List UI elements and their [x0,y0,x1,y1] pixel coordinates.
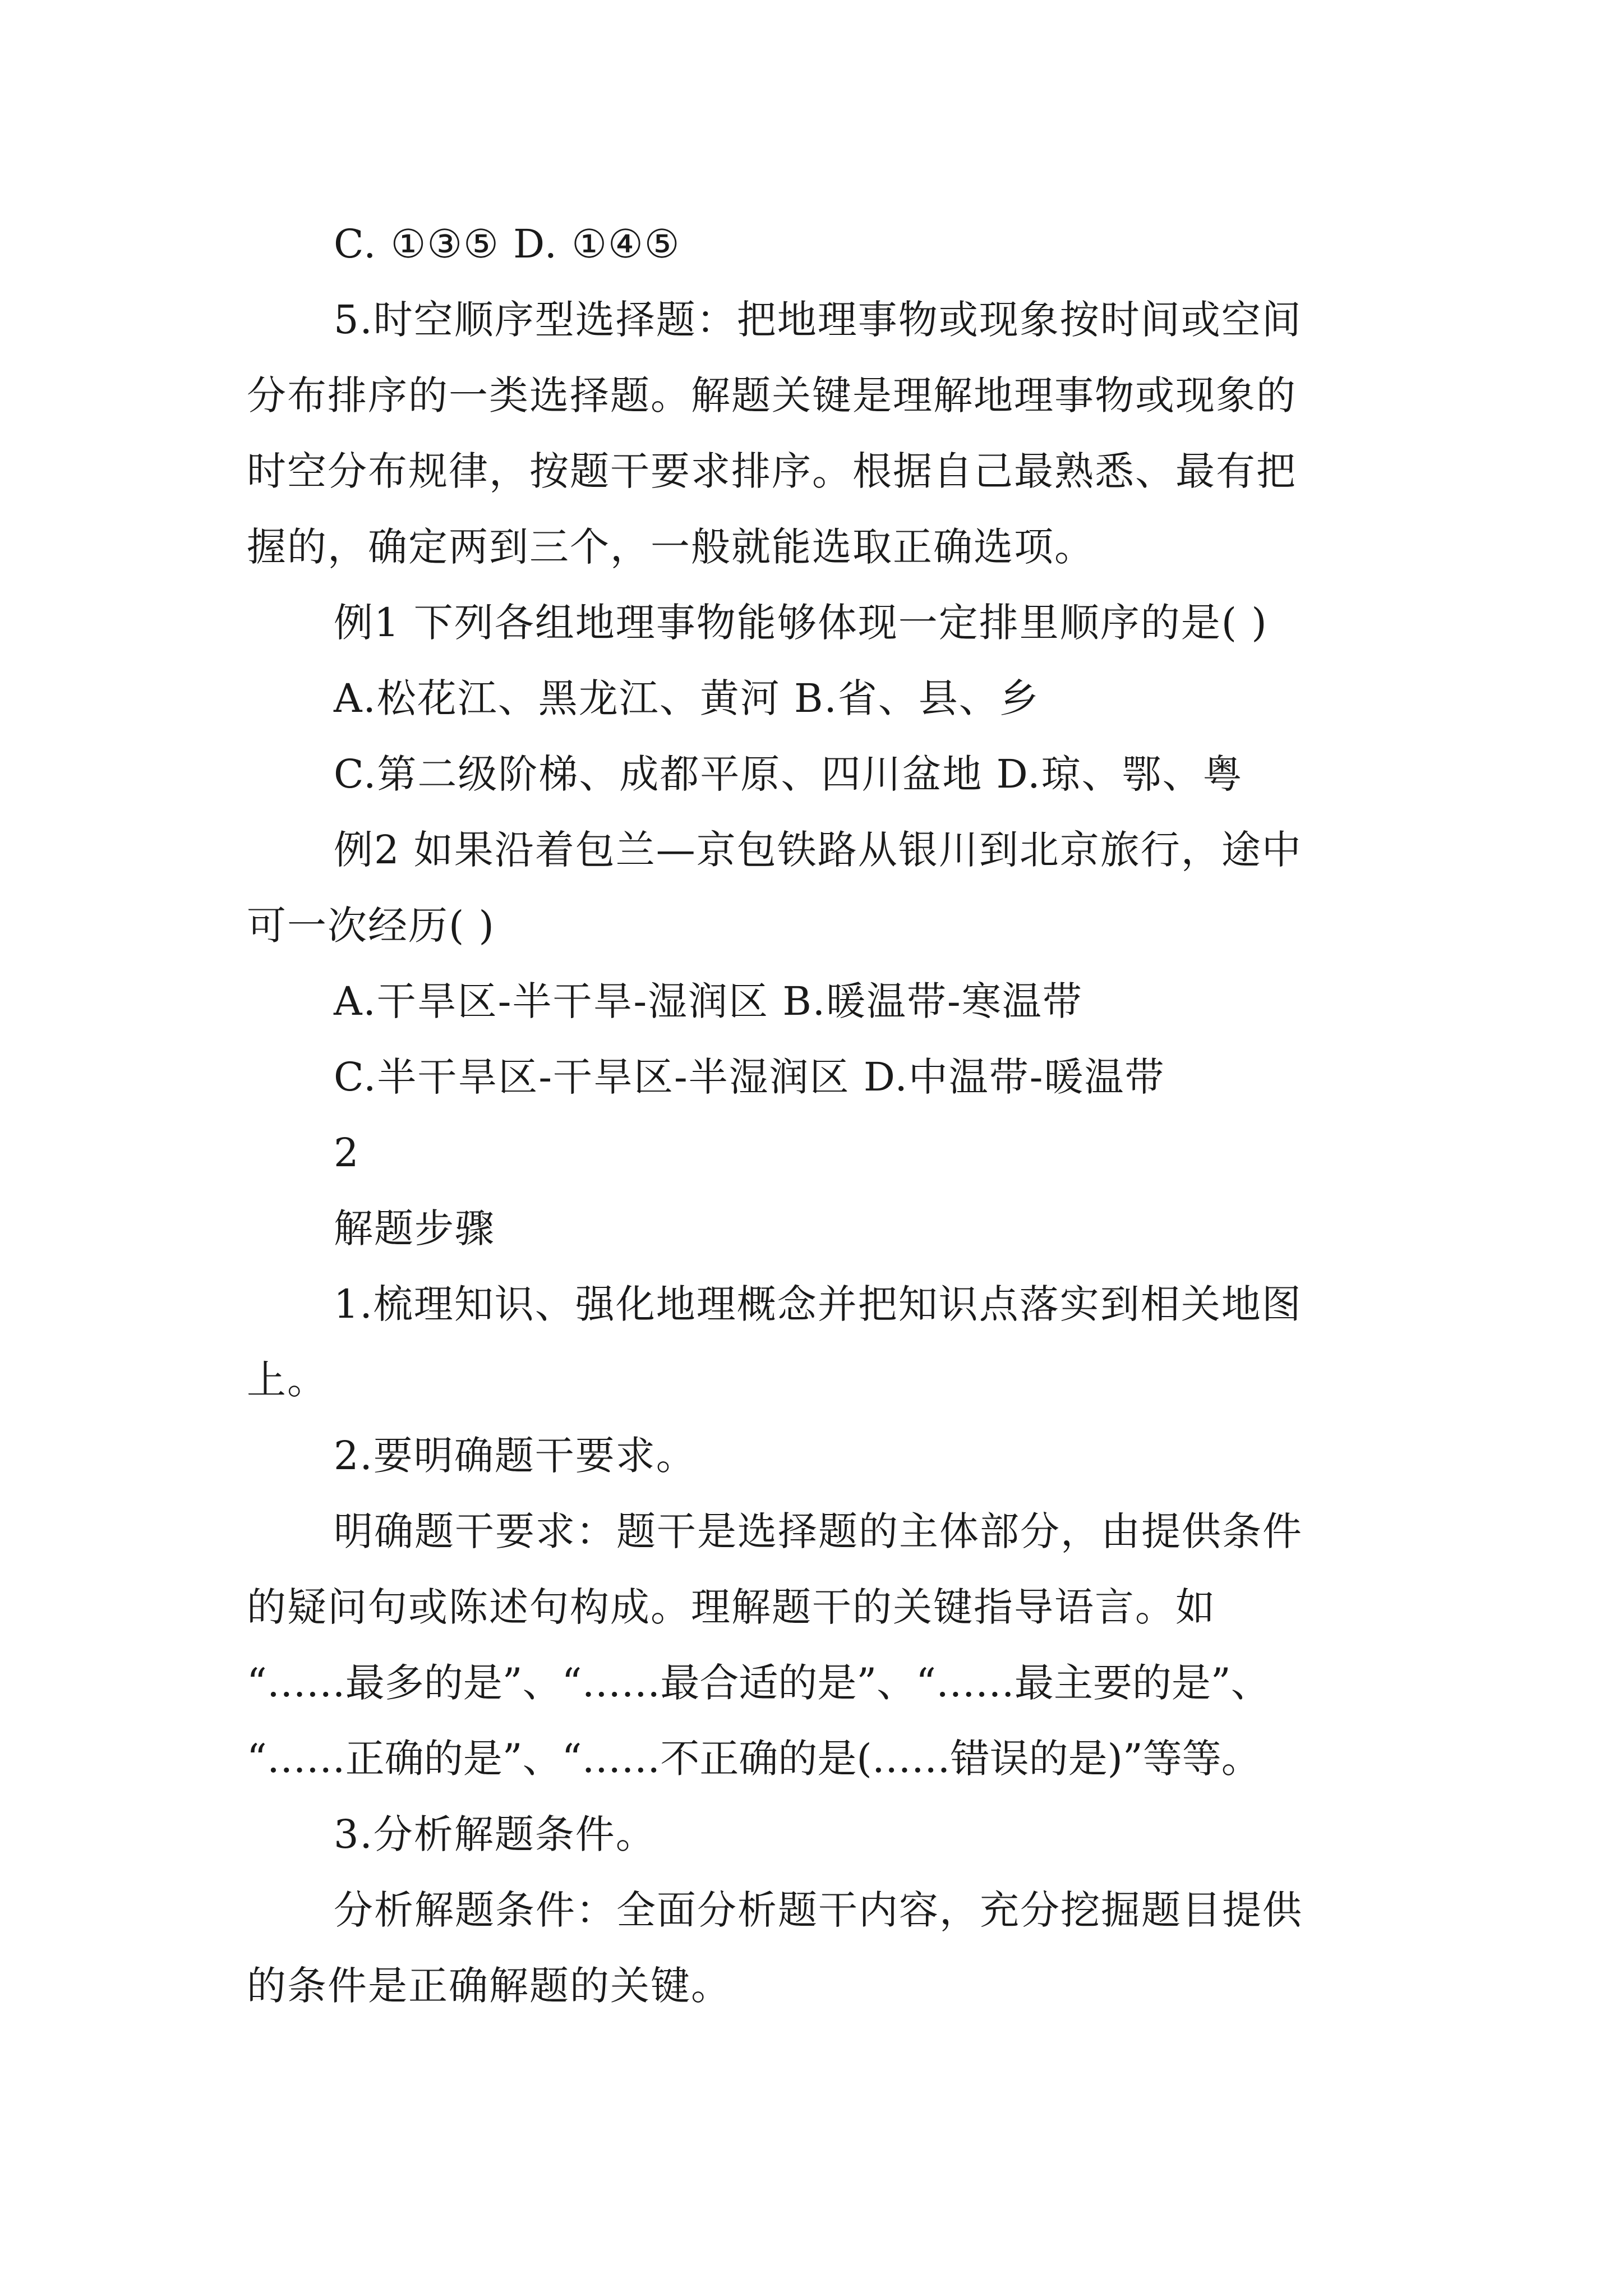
section-number: 2 [334,1130,360,1176]
text-line-options-c-d: C. ①③⑤ D. ①④⑤ [334,221,681,267]
text-line-example-1-question: 例1 下列各组地理事物能够体现一定排里顺序的是( ) [334,600,1268,646]
section-heading: 解题步骤 [334,1205,495,1251]
text-line-section-5-body-2: 时空分布规律，按题干要求排序。根据自己最熟悉、最有把 [247,448,1297,494]
text-line-step-3-body-2: 的条件是正确解题的关键。 [247,1963,731,2009]
text-line-example-1-options-a-b: A.松花江、黑龙江、黄河 B.省、县、乡 [334,675,1040,721]
text-line-section-5-body-1: 分布排序的一类选择题。解题关键是理解地理事物或现象的 [247,372,1297,418]
text-line-example-1-options-c-d: C.第二级阶梯、成都平原、四川盆地 D.琼、鄂、粤 [334,751,1243,797]
text-line-step-2-quotes-1: “……最多的是”、“……最合适的是”、“……最主要的是”、 [247,1660,1270,1706]
text-line-step-2: 2.要明确题干要求。 [334,1433,697,1479]
text-line-section-5-body-3: 握的，确定两到三个，一般就能选取正确选项。 [247,524,1095,570]
text-line-step-1: 1.梳理知识、强化地理概念并把知识点落实到相关地图 [334,1281,1302,1327]
text-line-step-2-body-2: 的疑问句或陈述句构成。理解题干的关键指导语言。如 [247,1584,1216,1630]
text-line-example-2-options-c-d: C.半干旱区-干旱区-半湿润区 D.中温带-暖温带 [334,1054,1165,1100]
text-line-example-2-question-cont: 可一次经历( ) [247,903,495,949]
text-line-step-3: 3.分析解题条件。 [334,1811,656,1857]
text-line-step-1-cont: 上。 [247,1357,328,1403]
text-line-step-2-quotes-2: “……正确的是”、“……不正确的是(……错误的是)”等等。 [247,1736,1261,1782]
text-line-step-3-body-1: 分析解题条件：全面分析题干内容，充分挖掘题目提供 [334,1887,1303,1933]
text-line-example-2-options-a-b: A.干旱区-半干旱-湿润区 B.暖温带-寒温带 [334,978,1083,1024]
text-line-section-5-title: 5.时空顺序型选择题：把地理事物或现象按时间或空间 [334,297,1302,343]
text-line-step-2-body-1: 明确题干要求：题干是选择题的主体部分，由提供条件 [334,1508,1303,1554]
text-line-example-2-question: 例2 如果沿着包兰—京包铁路从银川到北京旅行，途中 [334,827,1302,873]
